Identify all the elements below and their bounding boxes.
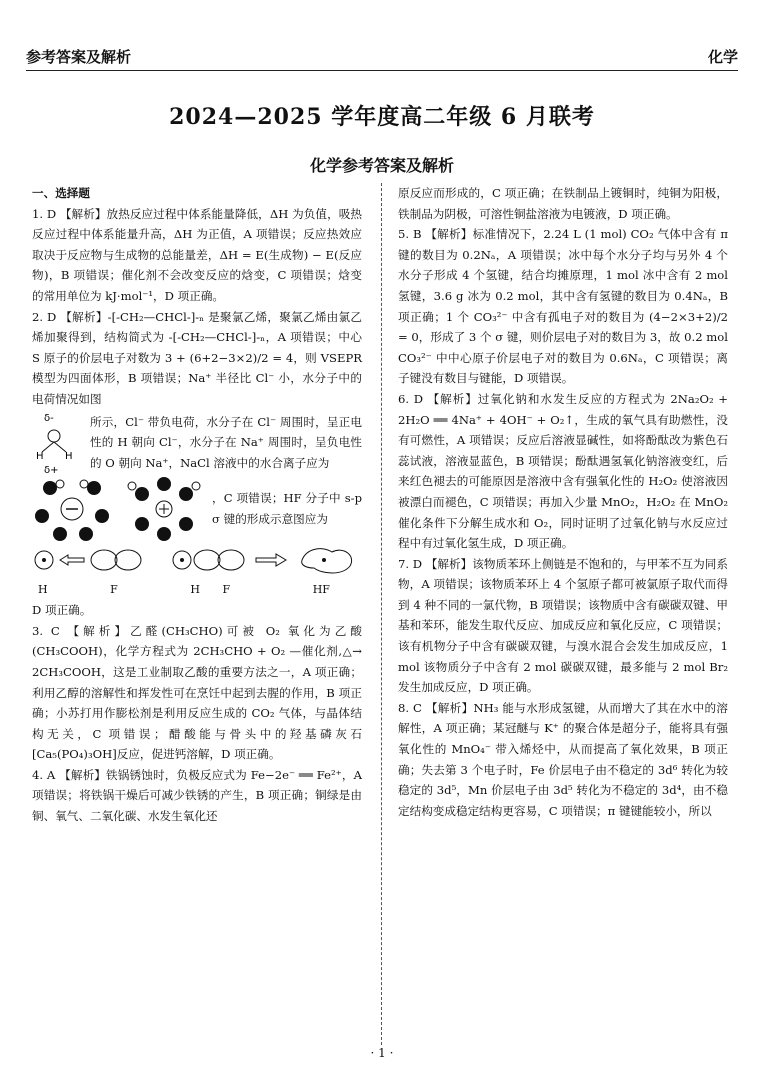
- section-heading: 一、选择题: [32, 186, 90, 200]
- answer-1: 1. D 【解析】放热反应过程中体系能量降低，ΔH 为负值，吸热反应过程中体系能量升高，ΔH 为正值，A 项错误；反应热效应取决于反应物与生成物的总能量差，ΔH = E(生成物) − E(反应物)，B 项错误；催化剂不会改变反应的焓变，C 项错误；焓变的常用单位为 kJ·mol⁻¹，D 项正确。: [32, 206, 362, 303]
- answer-6: 6. D 【解析】过氧化钠和水发生反应的方程式为 2Na₂O₂ + 2H₂O ══ 4Na⁺ + 4OH⁻ + O₂↑，生成的氧气具有助燃性，没有可燃性，A 项错误；反应后溶液显碱性，如将酚酞改为紫色石蕊试液，溶液显蓝色，B 项错误；酚酞遇氢氧化钠溶液变红，后来红色褪去的可能原因是溶液中含有强氧化性的 H₂O₂ 使溶液因被漂白而褪色，C 项错误；再加入少量 MnO₂，H₂O₂ 在 MnO₂ 催化条件下分解生成水和 O₂，同时证明了过氧化钠与水反应过程中有过氧化氢生成，D 项正确。: [398, 391, 728, 551]
- answer-2-hf-text: ，C 项错误；HF 分子中 s-p σ 键的形成示意图应为: [212, 490, 362, 526]
- delta-plus-label: δ+: [44, 464, 59, 476]
- page-header: [0, 0, 764, 72]
- answer-2: 2. D 【解析】-[-CH₂—CHCl-]-ₙ 是聚氯乙烯，聚氯乙烯由氯乙烯加聚得到，结构简式为 -[-CH₂—CHCl-]-ₙ，A 项错误；中心 S 原子的价层电子对数为 3 + (6+2−3×2)/2 = 4，则 VSEPR 模型为四面体形，B 项错误；Na⁺ 半径比 Cl⁻ 小，水分子中的电荷情况如图: [32, 309, 362, 406]
- page-title: 2024—2025 学年度高二年级 6 月联考: [169, 104, 595, 130]
- answer-4-end: 原反应而形成的，C 项正确；在铁制品上镀铜时，纯铜为阳极，铁制品为阴极，可溶性铜盐溶液为电镀液，D 项正确。: [398, 186, 728, 221]
- answer-8: 8. C 【解析】NH₃ 能与水形成氢键，从而增大了其在水中的溶解性，A 项正确；某冠醚与 K⁺ 的聚合体是超分子，能将具有强氧化性的 MnO₄⁻ 带入烯烃中，从而提高了氧化效果，B 项正确；失去第 3 个电子时，Fe 价层电子由不稳定的 3d⁶ 转化为较稳定的 3d⁵，Mn 价层电子由 3d⁵ 转化为不稳定的 3d⁴，由不稳定结构变成稳定结构更容易，C 项错误；π 键键能较小，所以: [398, 700, 728, 818]
- h-label-left: H: [36, 450, 44, 462]
- answer-2-dipole-text: 所示，Cl⁻ 带负电荷，水分子在 Cl⁻ 周围时，呈正电性的 H 朝向 Cl⁻，水分子在 Na⁺ 周围时，呈负电性的 O 朝向 Na⁺，NaCl 溶液中的水合离子应为: [90, 414, 362, 470]
- h-label-right: H: [65, 450, 73, 462]
- hf-labels: [32, 580, 352, 601]
- hf-label-f1: F: [110, 582, 118, 596]
- hydrated-ions-figure: [32, 476, 212, 542]
- answer-3: 3. C 【解析】乙醛(CH₃CHO)可被 O₂ 氧化为乙酸(CH₃COOH)，化学方程式为 2CH₃CHO + O₂ —催化剂,△→ 2CH₃COOH，这是工业制取乙酸的重要方法之一，A 项正确；利用乙醇的溶解性和挥发性可在烹饪中起到去腥的作用，B 项正确；小苏打用作膨松剂是利用反应生成的 CO₂ 气体，与晶体结构无关，C 项错误；醋酸能与骨头中的羟基磷灰石[Ca₅(PO₄)₃OH]反应，促进钙溶解，D 项正确。: [32, 623, 362, 762]
- header-left: 参考答案及解析: [26, 48, 132, 66]
- page-subtitle: 化学参考答案及解析: [309, 156, 454, 175]
- hf-label-hf: HF: [312, 582, 330, 596]
- answer-7: 7. D 【解析】该物质苯环上侧链是不饱和的，与甲苯不互为同系物，A 项错误；该物质苯环上 4 个氢原子都可被氯原子取代而得到 4 种不同的一氯代物，B 项错误；该物质中含有碳碳双键、甲基和苯环，能发生取代反应、加成反应和氧化反应，C 项错误；该有机物分子中含有碳碳双键，与溴水混合会发生加成反应，1 mol 该物质分子中含有 2 mol 碳碳双键，最多能与 2 mol Br₂ 发生加成反应，D 项正确。: [398, 556, 728, 695]
- right-column: [398, 183, 728, 821]
- hydrated-ion-row: [32, 476, 362, 542]
- hf-label-h2: H: [190, 582, 200, 596]
- delta-minus-label: δ-: [44, 412, 54, 424]
- hydrated-cl-ion: [35, 480, 109, 541]
- hf-label-h1: H: [38, 582, 48, 596]
- answer-4-start: 4. A 【解析】铁锅锈蚀时，负极反应式为 Fe−2e⁻ ══ Fe²⁺，A 项错误；将铁锅干燥后可减少铁锈的产生，B 项正确；铜绿是由铜、氧气、二氧化碳、水发生氧化还: [32, 767, 362, 824]
- water-dipole-figure: [32, 410, 90, 476]
- hydrated-na-ion: [128, 477, 200, 541]
- answer-5: 5. B 【解析】标准情况下，2.24 L (1 mol) CO₂ 气体中含有 π 键的数目为 0.2Nₐ，A 项错误；冰中每个水分子均与另外 4 个水分子形成 4 个氢键，结合均摊原理，1 mol 冰中含有 2 mol 氢键，3.6 g 冰为 0.2 mol，其中含有氢键的数目为 0.4Nₐ，B 项正确；1 个 CO₃²⁻ 中含有孤电子对的数目为 (4−2×3+2)/2 = 0，形成了 3 个 σ 键，则价层电子对的数目为 3，故 0.2 mol CO₃²⁻ 中中心原子价层电子对的数目为 0.6Nₐ，C 项错误；离子键没有数目与键能，D 项错误。: [398, 227, 728, 386]
- left-column: [32, 183, 362, 827]
- hf-bond-formation-figure: [32, 542, 362, 582]
- header-subject: 化学: [707, 48, 738, 66]
- column-divider: [381, 183, 382, 1045]
- hf-label-f2: F: [222, 582, 231, 596]
- answer-2-end: D 项正确。: [32, 603, 92, 618]
- page-number: · 1 ·: [370, 1046, 394, 1060]
- water-dipole-row: [32, 410, 362, 476]
- header-rule: [26, 70, 738, 71]
